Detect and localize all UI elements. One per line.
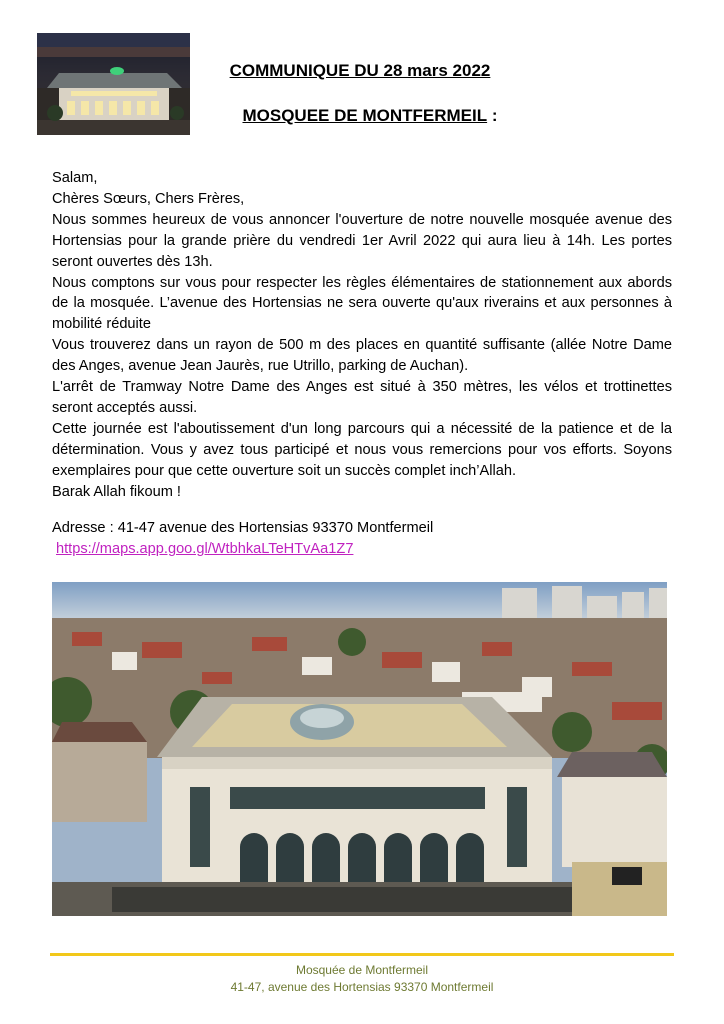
footer-divider (50, 953, 674, 956)
paragraph-opening: Nous sommes heureux de vous annoncer l'ouverture de notre nouvelle mosquée avenue des Hortensias pour la grande prière du vendredi 1er Avril 2022 qui aura lieu à 14h. Les portes seront ouvertes dès 13h. (52, 211, 672, 270)
address-line: Adresse : 41-47 avenue des Hortensias 93370 Montfermeil (52, 520, 434, 536)
paragraph-parking: Nous comptons sur vous pour respecter les règles élémentaires de stationnement aux abords de la mosquée. L’avenue des Hortensias ne sera ouverte qu'aux riverains et aux personnes à mobilité réduite (52, 274, 672, 333)
footer-address: 41-47, avenue des Hortensias 93370 Montfermeil (230, 980, 494, 994)
mosque-night-photo (37, 33, 190, 135)
paragraph-thanks: Cette journée est l'aboutissement d'un long parcours qui a nécessité de la patience et de la détermination. Vous y avez tous participé et nous vous remercions pour vos efforts. Soyons exemplaires pour que cette ouverture soit un succès complet inch’Allah. (52, 420, 672, 479)
letter-body (52, 168, 672, 503)
mosque-aerial-photo (52, 582, 667, 916)
paragraph-tramway: L'arrêt de Tramway Notre Dame des Anges est situé à 350 mètres, les vélos et trottinettes seront acceptés aussi. (52, 379, 672, 416)
paragraph-places: Vous trouverez dans un rayon de 500 m des places en quantité suffisante (allée Notre Dame des Anges, avenue Jean Jaurès, rue Utrillo, parking de Auchan). (52, 337, 672, 375)
maps-link[interactable]: https://maps.app.goo.gl/WtbhkaLTeHTvAa1Z7 (56, 541, 354, 557)
closing: Barak Allah fikoum ! (52, 483, 181, 500)
greeting: Salam, (52, 170, 98, 186)
subtitle-text: MOSQUEE DE MONTFERMEIL (242, 106, 488, 125)
footer-name: Mosquée de Montfermeil (295, 963, 429, 977)
page-title: COMMUNIQUE DU 28 mars 2022 (229, 61, 491, 80)
salutation: Chères Sœurs, Chers Frères, (52, 190, 245, 207)
page-subtitle (200, 106, 540, 126)
subtitle-colon: : (487, 106, 498, 125)
